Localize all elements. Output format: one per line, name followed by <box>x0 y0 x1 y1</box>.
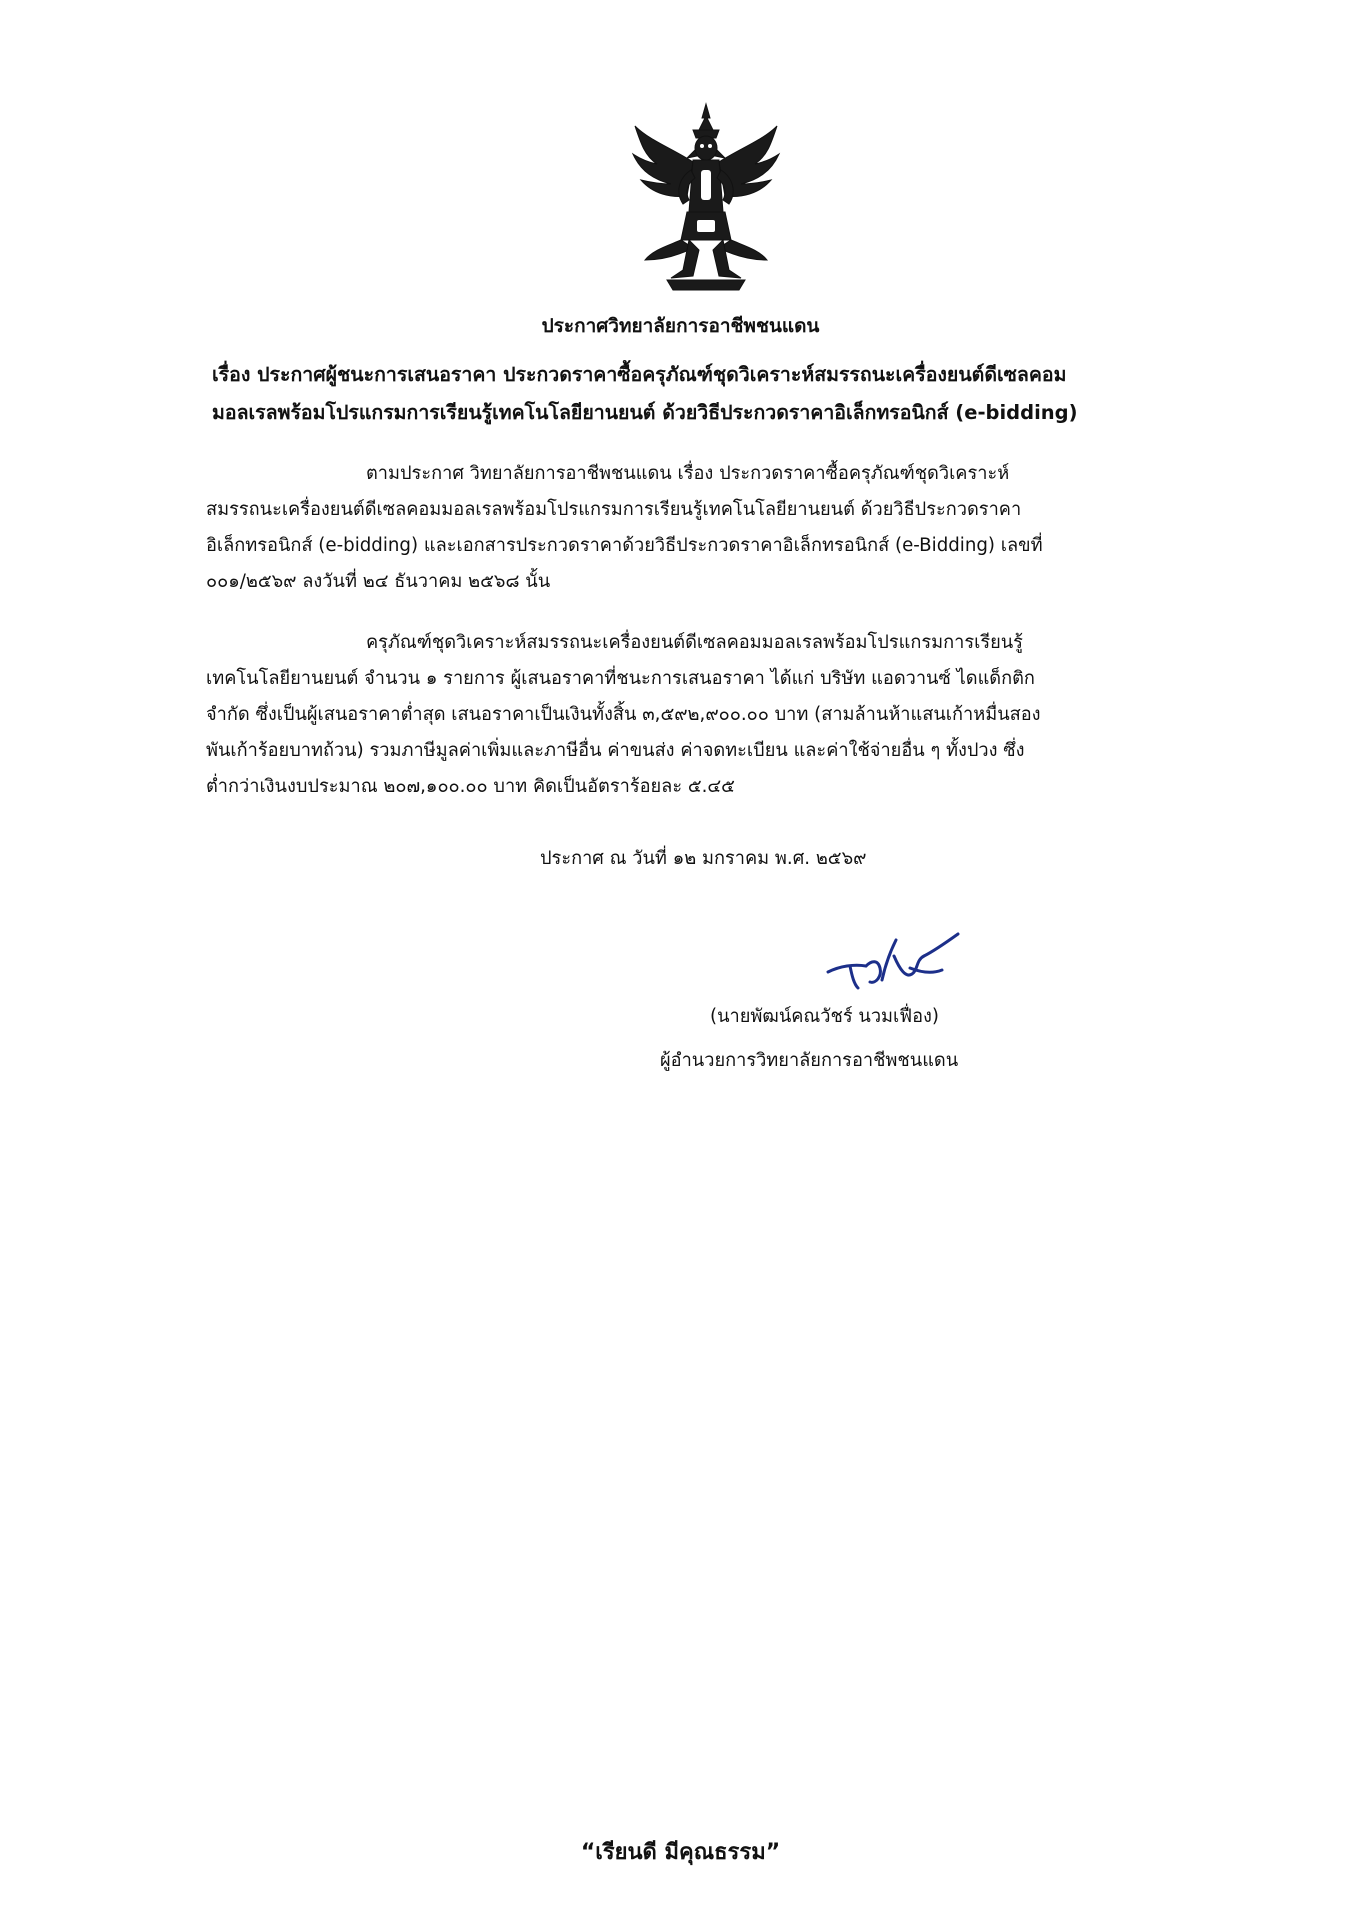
paragraph-line: ครุภัณฑ์ชุดวิเคราะห์สมรรถนะเครื่องยนต์ดีเซลคอมมอลเรลพร้อมโปรแกรมการเรียนรู้ <box>366 632 1023 653</box>
paragraph-line: เทคโนโลยียานยนต์ จำนวน ๑ รายการ ผู้เสนอราคาที่ชนะการเสนอราคา ได้แก่ บริษัท แอดวานซ์ ไดแด็กติก <box>206 668 1035 689</box>
paragraph-line: ๐๐๑/๒๕๖๙ ลงวันที่ ๒๔ ธันวาคม ๒๕๖๘ นั้น <box>206 571 551 592</box>
paragraph-line: ต่ำกว่าเงินงบประมาณ ๒๐๗,๑๐๐.๐๐ บาท คิดเป็นอัตราร้อยละ ๕.๔๕ <box>206 776 735 797</box>
subject-line: เรื่อง ประกาศผู้ชนะการเสนอราคา ประกวดราคาซื้อครุภัณฑ์ชุดวิเคราะห์สมรรถนะเครื่องยนต์ดีเซลคอม <box>212 363 1067 386</box>
signature-image <box>820 926 970 996</box>
paragraph-reference <box>206 456 1236 600</box>
subject-line: มอลเรลพร้อมโปรแกรมการเรียนรู้เทคโนโลยียานยนต์ ด้วยวิธีประกวดราคาอิเล็กทรอนิกส์ (e-bidding) <box>212 401 1078 424</box>
announcement-title: ประกาศวิทยาลัยการอาชีพชนแดน <box>541 315 820 337</box>
signer-name: (นายพัฒน์คณวัชร์ นวมเฟื่อง) <box>710 1006 940 1027</box>
paragraph-line: พันเก้าร้อยบาทถ้วน) รวมภาษีมูลค่าเพิ่มและภาษีอื่น ค่าขนส่ง ค่าจดทะเบียน และค่าใช้จ่ายอื่น ๆ ทั้งปวง ซึ่ง <box>206 740 1025 761</box>
paragraph-line: จำกัด ซึ่งเป็นผู้เสนอราคาต่ำสุด เสนอราคาเป็นเงินทั้งสิ้น ๓,๕๙๒,๙๐๐.๐๐ บาท (สามล้านห้าแสนเก้าหมื่นสอง <box>206 704 1041 725</box>
signer-title: ผู้อำนวยการวิทยาลัยการอาชีพชนแดน <box>660 1050 959 1071</box>
paragraph-line: สมรรถนะเครื่องยนต์ดีเซลคอมมอลเรลพร้อมโปรแกรมการเรียนรู้เทคโนโลยียานยนต์ ด้วยวิธีประกวดราคา <box>206 499 1022 520</box>
announcement-date: ประกาศ ณ วันที่ ๑๒ มกราคม พ.ศ. ๒๕๖๙ <box>540 848 867 869</box>
paragraph-line: ตามประกาศ วิทยาลัยการอาชีพชนแดน เรื่อง ประกวดราคาซื้อครุภัณฑ์ชุดวิเคราะห์ <box>366 463 1010 484</box>
school-motto: “เรียนดี มีคุณธรรม” <box>580 1840 781 1865</box>
garuda-emblem-icon <box>631 100 781 300</box>
paragraph-winner <box>206 625 1236 805</box>
announcement-subject <box>212 356 1232 432</box>
paragraph-line: อิเล็กทรอนิกส์ (e-bidding) และเอกสารประกวดราคาด้วยวิธีประกวดราคาอิเล็กทรอนิกส์ (e-Bidding) เลขที่ <box>206 535 1043 556</box>
